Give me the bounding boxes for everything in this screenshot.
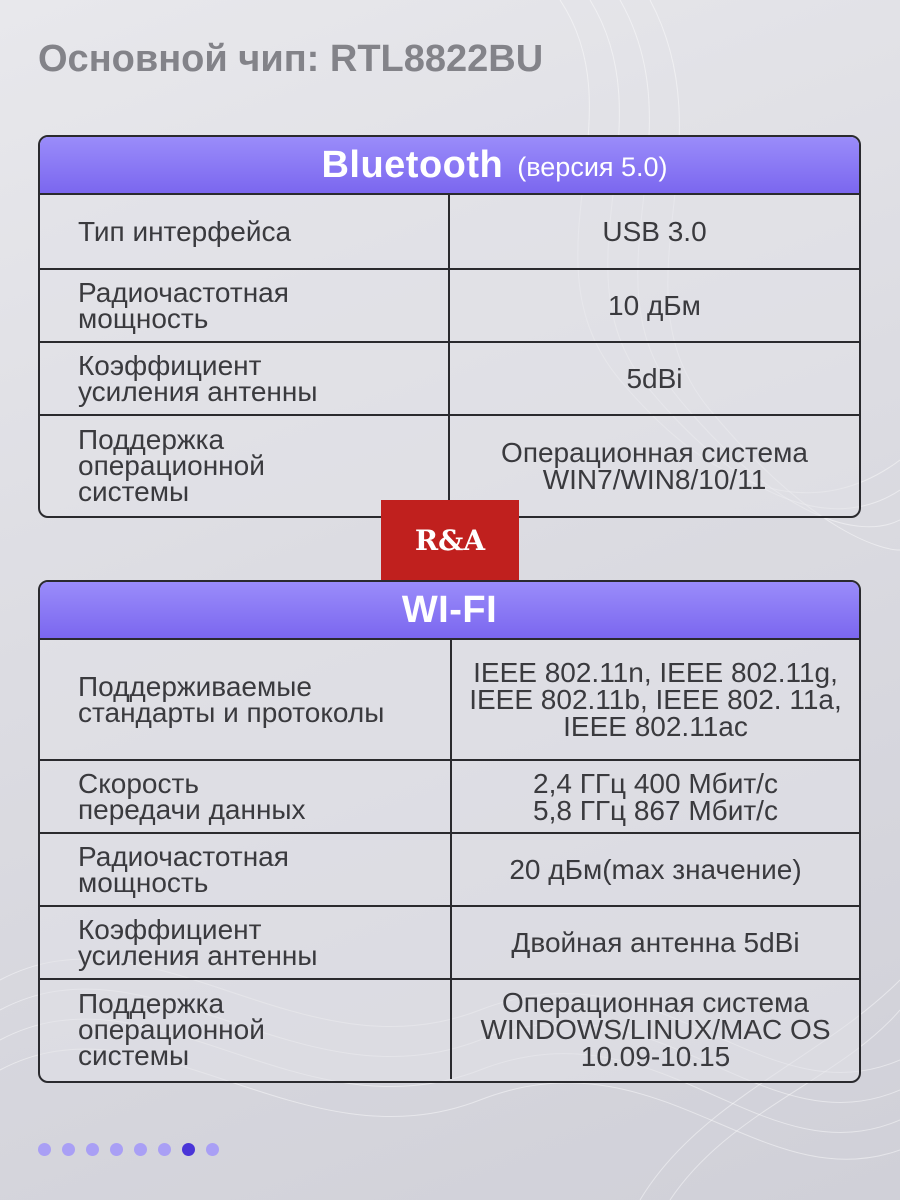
spec-value: 2,4 ГГц 400 Мбит/с 5,8 ГГц 867 Мбит/с <box>533 767 778 826</box>
spec-label: Поддержка операционной системы <box>40 980 452 1079</box>
bluetooth-table-header <box>40 137 859 195</box>
spec-label: Радиочастотная мощность <box>40 834 452 905</box>
table-row <box>40 832 859 905</box>
table-row <box>40 905 859 978</box>
bluetooth-spec-table <box>38 135 861 518</box>
table-row <box>40 195 859 268</box>
spec-label: Коэффициент усиления антенны <box>40 343 450 414</box>
bluetooth-version: (версия 5.0) <box>517 151 668 182</box>
pagination-dot[interactable] <box>110 1143 123 1156</box>
carousel-pagination <box>38 1143 219 1156</box>
brand-logo: R&A <box>381 500 519 580</box>
wifi-title: WI-FI <box>401 588 498 631</box>
table-row <box>40 268 859 341</box>
table-row <box>40 978 859 1079</box>
spec-label: Тип интерфейса <box>40 195 450 268</box>
spec-value: USB 3.0 <box>602 216 707 247</box>
spec-value: IEEE 802.11n, IEEE 802.11g, IEEE 802.11b, IEEE 802. 11a, IEEE 802.11ac <box>469 657 842 742</box>
table-row <box>40 640 859 759</box>
pagination-dot[interactable] <box>158 1143 171 1156</box>
pagination-dot[interactable] <box>206 1143 219 1156</box>
spec-label: Скорость передачи данных <box>40 761 452 832</box>
pagination-dot-active[interactable] <box>182 1143 195 1156</box>
spec-value: Операционная система WINDOWS/LINUX/MAC OS 10.09-10.15 <box>480 987 831 1072</box>
spec-value: 10 дБм <box>608 290 701 321</box>
pagination-dot[interactable] <box>86 1143 99 1156</box>
table-row <box>40 759 859 832</box>
table-row <box>40 341 859 414</box>
chip-title: Основной чип: RTL8822BU <box>38 38 544 80</box>
bluetooth-title: Bluetooth <box>321 143 504 186</box>
wifi-table-header <box>40 582 859 640</box>
spec-label: Поддерживаемые стандарты и протоколы <box>40 640 452 759</box>
spec-label: Радиочастотная мощность <box>40 270 450 341</box>
spec-value: Двойная антенна 5dBi <box>511 927 800 958</box>
spec-label: Коэффициент усиления антенны <box>40 907 452 978</box>
pagination-dot[interactable] <box>134 1143 147 1156</box>
pagination-dot[interactable] <box>62 1143 75 1156</box>
spec-label: Поддержка операционной системы <box>40 416 450 516</box>
pagination-dot[interactable] <box>38 1143 51 1156</box>
spec-value: 5dBi <box>626 363 683 394</box>
spec-value: 20 дБм(max значение) <box>509 854 802 885</box>
spec-value: Операционная система WIN7/WIN8/10/11 <box>501 437 808 495</box>
wifi-spec-table <box>38 580 861 1083</box>
